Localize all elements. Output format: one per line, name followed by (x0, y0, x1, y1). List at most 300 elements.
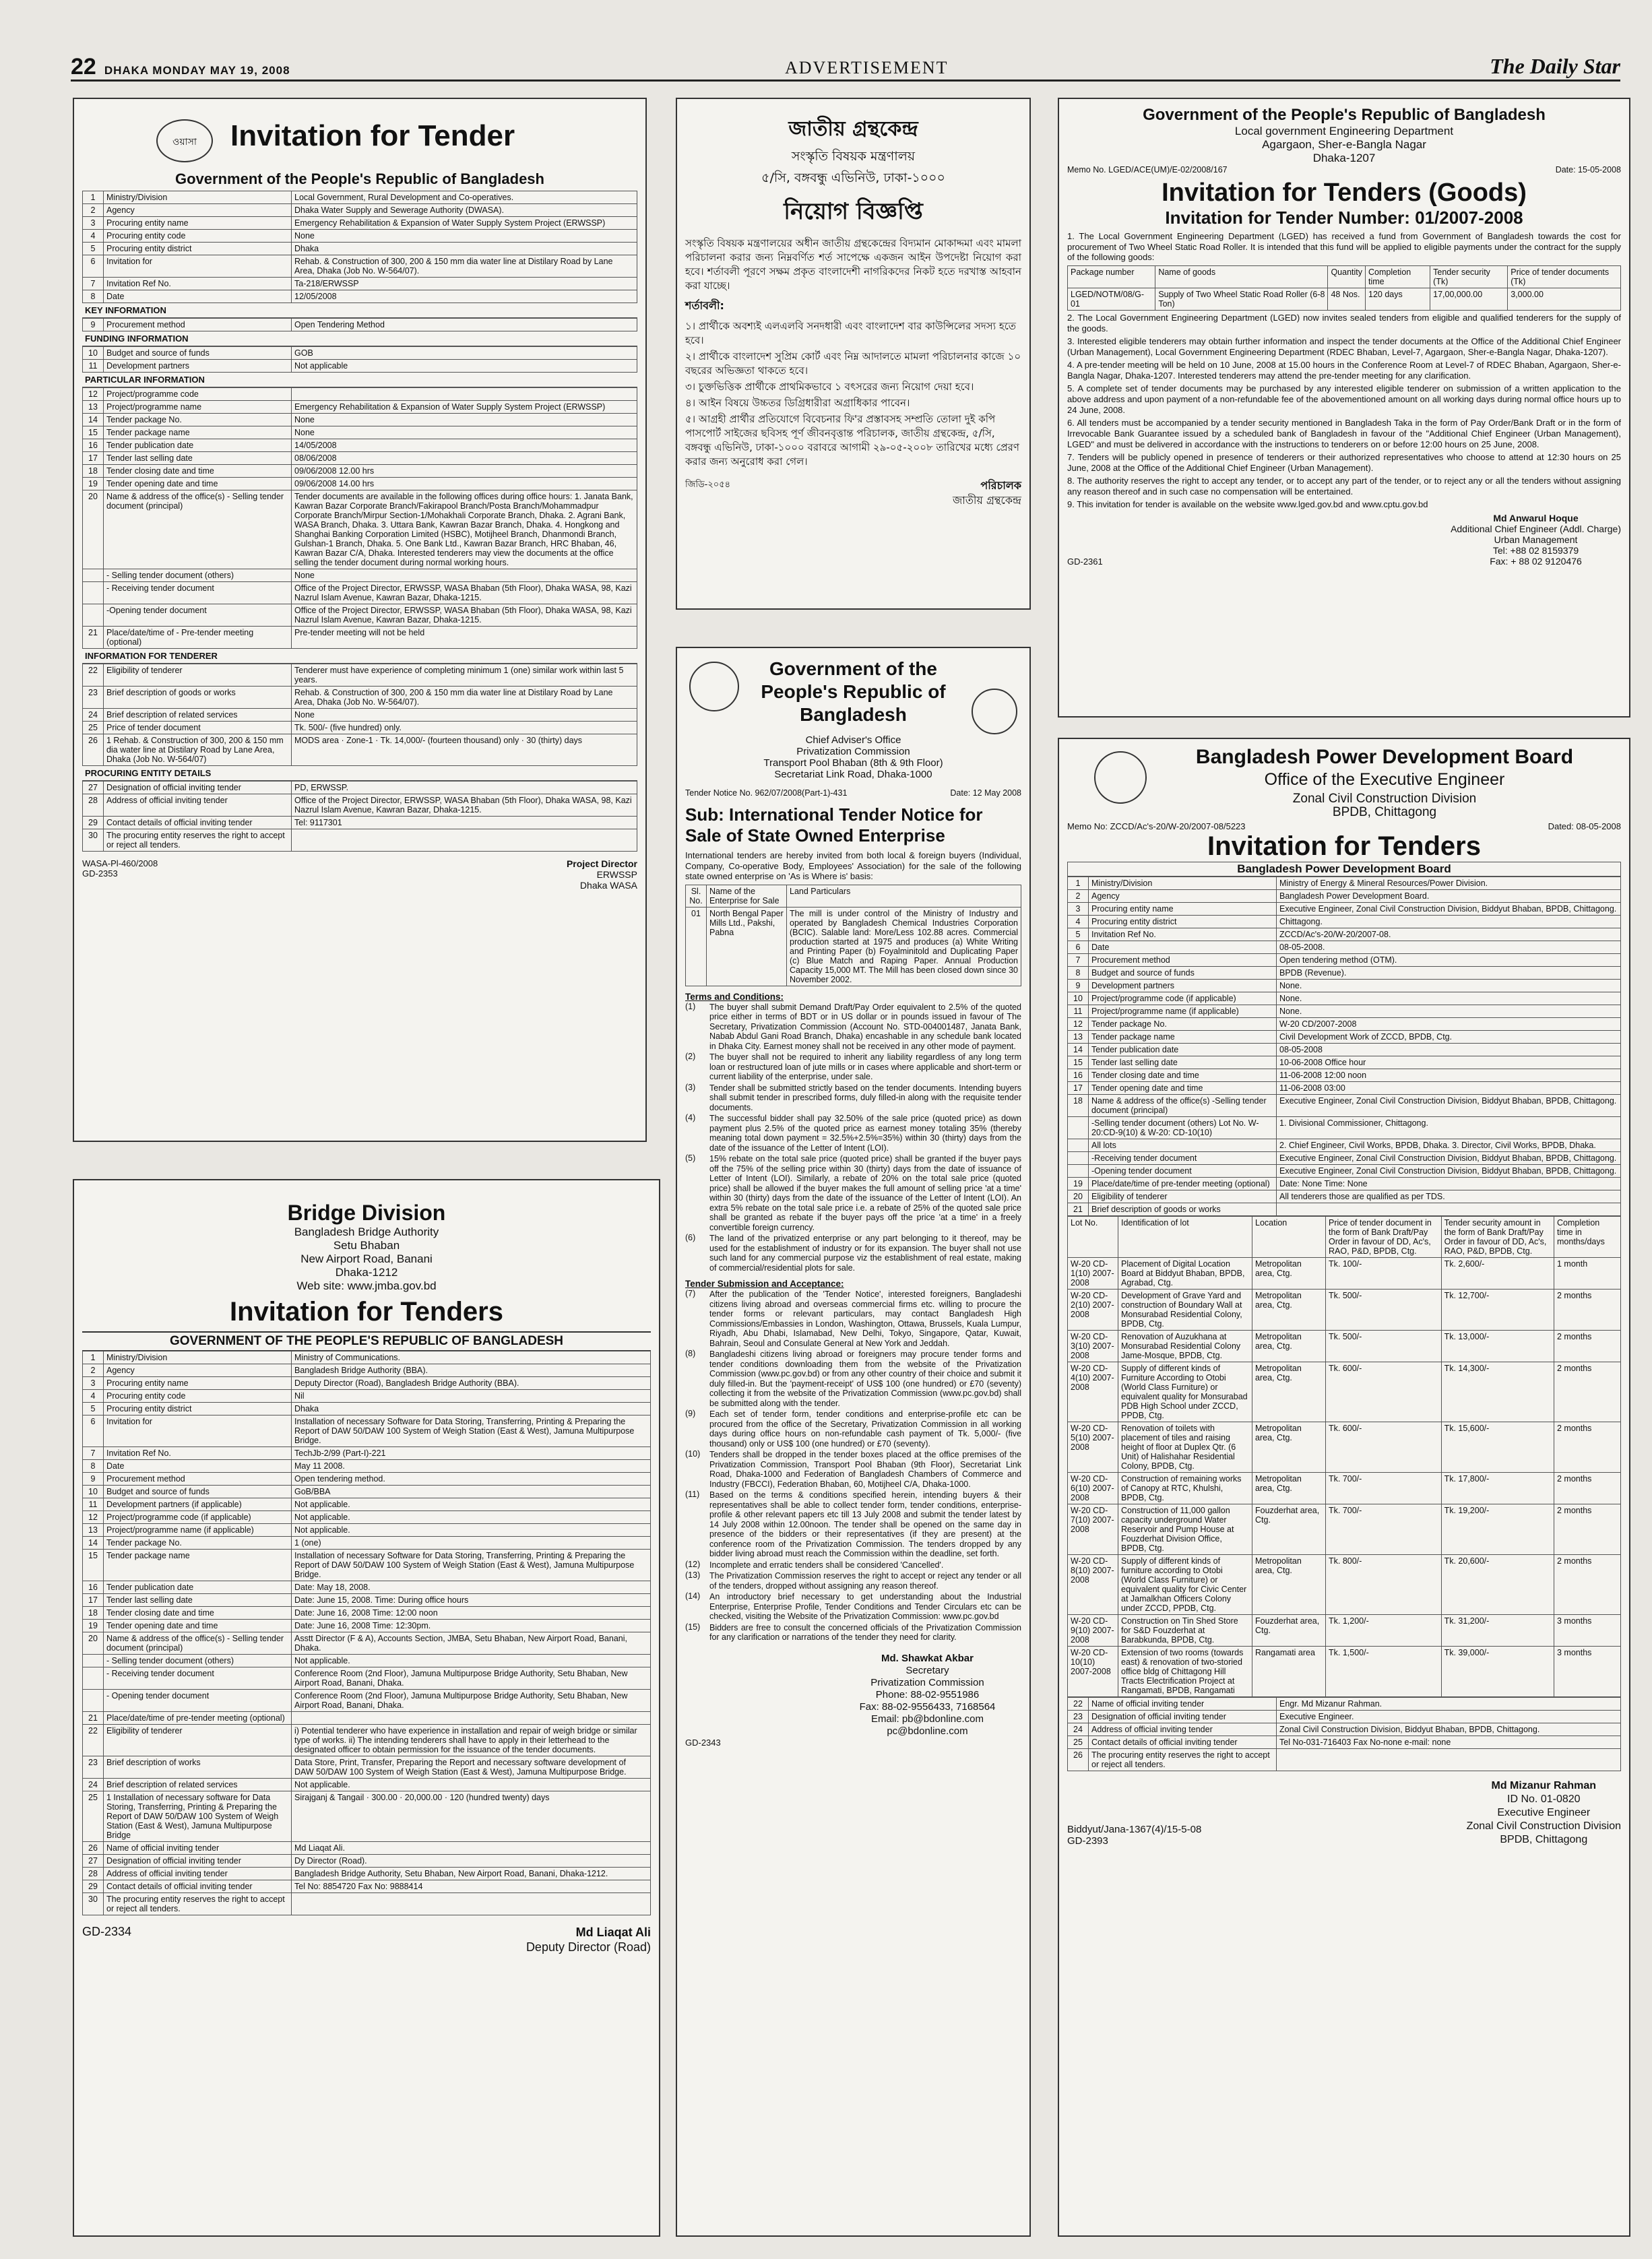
table-cell: Tender package name (104, 1550, 292, 1581)
privatization-address-3: Secretariat Link Road, Dhaka-1000 (774, 769, 932, 780)
list-text: Incomplete and erratic tenders shall be considered 'Cancelled'. (709, 1560, 944, 1570)
list-item (685, 1289, 1021, 1349)
lot-cell: Tk. 14,300/- (1441, 1362, 1554, 1422)
dwasa-logo-text: ওয়াসা (172, 137, 197, 148)
table-cell: Emergency Rehabilitation & Expansion of Water Supply System Project (ERWSSP) (292, 401, 637, 414)
lged-tender-ad (1058, 98, 1630, 718)
table-cell: -Opening tender document (1089, 1165, 1277, 1178)
table-row (83, 794, 637, 817)
bridge-title: Bridge Division (287, 1201, 446, 1225)
table-cell: Project/programme name (if applicable) (104, 1524, 292, 1537)
bangladesh-emblem-icon (689, 662, 739, 711)
table-cell: Tender publication date (1089, 1044, 1277, 1056)
dateline: DHAKA MONDAY MAY 19, 2008 (104, 64, 290, 77)
table-cell: Place/date/time of pre-tender meeting (optional) (104, 1712, 292, 1725)
table-cell: Civil Development Work of ZCCD, BPDB, Ctg. (1277, 1031, 1621, 1044)
dwasa-ref: WASA-Pl-460/2008 (82, 858, 158, 868)
table-cell (292, 388, 637, 401)
table-cell: Designation of official inviting tender (1089, 1711, 1277, 1723)
table-cell (1068, 1117, 1089, 1139)
table-row (83, 401, 637, 414)
table-cell: 17 (83, 452, 104, 465)
privatization-sign-6: pc@bdonline.com (887, 1725, 968, 1737)
lot-cell: Metropolitan area, Ctg. (1252, 1555, 1326, 1615)
table-cell: Tenderer must have experience of completing minimum 1 (one) similar work within last 5 years. (292, 664, 637, 687)
lged-cell-0: LGED/NOTM/08/G-01 (1068, 288, 1155, 310)
table-cell (292, 829, 637, 852)
bpdb-gd: GD-2393 (1067, 1835, 1108, 1847)
list-text: Tender shall be submitted strictly based on the tender documents. Intending buyers shall submit tender in prescribed forms, duly filled-in along with the requisite tender documents. (709, 1083, 1021, 1112)
bengali-body: সংস্কৃতি বিষয়ক মন্ত্রণালয়ের অধীন জাতীয় গ্রন্থকেন্দ্রের বিদ্যমান মোকাদ্দমা এবং মামলা পরিচালনা করার জন্য নিম্নবর্ণিত শর্ত সাপেক্ষে একজন আইন উপদেষ্টা নিয়োগ করা হবে। শর্তাবলী পূরণে সক্ষম প্রকৃত বাংলাদেশী নাগরিকদের নিকট হতে দরখাস্ত আহবান করা যাচ্ছে। (685, 237, 1021, 292)
table-cell: GoB/BBA (292, 1486, 651, 1498)
table-cell: Budget and source of funds (1089, 967, 1277, 980)
dwasa-sign-0: Project Director (566, 858, 637, 869)
table-cell: Name & address of the office(s) - Selling tender document (principal) (104, 490, 292, 569)
dwasa-subheading: Government of the People's Republic of Bangladesh (175, 170, 544, 187)
list-text: The Privatization Commission reserves the right to accept or reject any tender or all of the tenders, dropped without assigning any reason thereof. (709, 1571, 1021, 1591)
table-cell: Md Liaqat Ali. (292, 1842, 651, 1855)
table-row (83, 1690, 651, 1712)
table-cell: -Selling tender document (others) Lot No. W-20:CD-9(10) & W-20: CD-10(10) (1089, 1117, 1277, 1139)
table-cell: 24 (83, 709, 104, 722)
table-cell: 11-06-2008 12:00 noon (1277, 1069, 1621, 1082)
bengali-notice: নিয়োগ বিজ্ঞপ্তি (784, 198, 923, 225)
list-text: The buyer shall not be required to inherit any liability regardless of any long term loan or restructured loan of jute mills or in cases where applicable and short-term or current liability of the enterprise, under sale. (709, 1052, 1021, 1081)
table-cell: Not applicable. (292, 1779, 651, 1791)
table-cell: Not applicable. (292, 1655, 651, 1667)
table-cell: Procuring entity district (1089, 916, 1277, 928)
table-cell: Office of the Project Director, ERWSSP, WASA Bhaban (5th Floor), Dhaka WASA, 98, Kazi Nazrul Islam Avenue, Kawran Bazar, Dhaka-1215. (292, 604, 637, 627)
table-row (1068, 916, 1621, 928)
table-cell (292, 1712, 651, 1725)
table-cell: Price of tender document (104, 722, 292, 734)
lot-cell: 2 months (1554, 1290, 1621, 1331)
lot-cell: W-20 CD-4(10) 2007-2008 (1068, 1362, 1118, 1422)
table-cell: 1 (one) (292, 1537, 651, 1550)
list-item: ৪। আইন বিষয়ে উচ্চতর ডিগ্রিধারীরা অগ্রাধিকার পাবেন। (685, 397, 910, 409)
table-cell: Name & address of the office(s) - Selling tender document (principal) (104, 1632, 292, 1655)
table-row (83, 439, 637, 452)
table-cell: Brief description of related services (104, 709, 292, 722)
lot-cell: Construction of remaining works of Canopy at RTC, Khulshi, BPDB, Ctg. (1118, 1473, 1252, 1504)
table-cell: 2 (83, 1364, 104, 1377)
table-cell: Dhaka Water Supply and Sewerage Authority (DWASA). (292, 204, 637, 217)
lot-cell: Renovation of Auzukhana at Monsurabad Residential Colony Jame-Mosque, BPDB, Ctg. (1118, 1331, 1252, 1362)
bpdb-title: Bangladesh Power Development Board (1195, 746, 1574, 768)
table-cell: Date: June 16, 2008 Time: 12:00 noon (292, 1607, 651, 1620)
lot-cell: Tk. 500/- (1326, 1331, 1442, 1362)
table-cell: Rehab. & Construction of 300, 200 & 150 mm dia water line at Distilary Road by Lane Area, Dhaka (Job No. W-564/07). (292, 255, 637, 278)
lged-col-4: Tender security (Tk) (1430, 265, 1508, 288)
table-row (1068, 1031, 1621, 1044)
table-cell: Tender closing date and time (104, 1607, 292, 1620)
table-row (83, 243, 637, 255)
lot-cell: Fouzderhat area, Ctg. (1252, 1615, 1326, 1647)
bpdb-office: Office of the Executive Engineer (1264, 770, 1505, 789)
bpdb-logo-icon (1094, 751, 1147, 804)
table-cell: 20 (83, 490, 104, 569)
list-number: (7) (685, 1289, 696, 1298)
row-sl: 01 (686, 907, 707, 986)
table-cell: Open tendering method. (292, 1473, 651, 1486)
bpdb-lot-table (1067, 1216, 1621, 1697)
lot-cell: Metropolitan area, Ctg. (1252, 1290, 1326, 1331)
list-item (685, 1591, 1021, 1622)
list-item (685, 1349, 1021, 1409)
lot-cell: Renovation of toilets with placement of tiles and raising height of floor at Duplex Qtr. (6 Unit) of Halishahar Residential Colony, BPDB, Ctg. (1118, 1422, 1252, 1473)
table-cell: - Opening tender document (104, 1690, 292, 1712)
table-cell: Tel No-031-716403 Fax No-none e-mail: none (1277, 1736, 1621, 1749)
table-cell: 08-05-2008. (1277, 941, 1621, 954)
bpdb-sign-3: Zonal Civil Construction Division (1466, 1820, 1621, 1832)
dwasa-table-d (82, 387, 637, 649)
privatization-signature (833, 1653, 1021, 1738)
table-cell: Conference Room (2nd Floor), Jamuna Multipurpose Bridge Authority, Setu Bhaban, New Airport Road, Banani, Dhaka. (292, 1690, 651, 1712)
table-cell: Pre-tender meeting will not be held (292, 627, 637, 649)
list-number: (6) (685, 1233, 696, 1242)
table-cell: None (292, 569, 637, 582)
table-row (83, 426, 637, 439)
table-cell: 7 (1068, 954, 1089, 967)
col-sl: Sl. No. (686, 885, 707, 907)
table-row (83, 1868, 651, 1880)
list-item: 9. This invitation for tender is available on the website www.lged.gov.bd and www.cptu.gov.bd (1067, 499, 1428, 509)
table-cell: 30 (83, 829, 104, 852)
table-cell: 16 (83, 1581, 104, 1594)
table-cell: Contact details of official inviting tender (104, 1880, 292, 1893)
table-row (1068, 903, 1621, 916)
lot-cell: 2 months (1554, 1362, 1621, 1422)
table-row (83, 191, 637, 204)
list-item: 4. A pre-tender meeting will be held on 10 June, 2008 at 15.00 hours in the Conference Room at Level-7 of RDEC Bhaban, Agargaon, Sher-e-Bangla Nagar, Dhaka-1207. Interested tenderers may attend the pre-tender meeting for any clarification. (1067, 359, 1621, 381)
table-cell: Local Government, Rural Development and Co-operatives. (292, 191, 637, 204)
table-cell: None (292, 426, 637, 439)
table-cell: Project/programme code (if applicable) (1089, 992, 1277, 1005)
table-row (1068, 1698, 1621, 1711)
table-cell: 7 (83, 278, 104, 290)
table-cell: 26 (83, 1842, 104, 1855)
table-row (83, 1756, 651, 1779)
table-row (83, 1511, 651, 1524)
privatization-submission (685, 1289, 1021, 1643)
lot-cell: W-20 CD-6(10) 2007-2008 (1068, 1473, 1118, 1504)
table-cell: Name & address of the office(s) -Selling tender document (principal) (1089, 1095, 1277, 1117)
lged-col-1: Name of goods (1155, 265, 1328, 288)
lot-cell: Tk. 1,500/- (1326, 1647, 1442, 1697)
dwasa-refs (82, 858, 158, 891)
table-cell: 15 (83, 426, 104, 439)
bridge-sign-1: Deputy Director (Road) (526, 1940, 651, 1954)
table-row (83, 1632, 651, 1655)
table-cell: 1 (83, 1351, 104, 1364)
table-row (83, 664, 637, 687)
table-cell: 2 (83, 204, 104, 217)
row-land: The mill is under control of the Ministry of Industry and operated by Bangladesh Chemical Industries Corporation (BCIC). Salable land: More/Less 102.88 acres. Commercial production started at 1975 and produces (a) White Writing and Printing Paper (b) Foyalminitold and Duplicating Paper (c) Blue Match and Raping Paper. Annual Production Capacity 15,000 MT. The Mill has been closed down since 30 November 2002. (787, 907, 1021, 986)
table-cell: Emergency Rehabilitation & Expansion of Water Supply System Project (ERWSSP) (292, 217, 637, 230)
table-cell (1277, 1749, 1621, 1771)
list-item (685, 1233, 1021, 1273)
lot-col-3: Price of tender document in the form of Bank Draft/Pay Order in favour of DD, Ac's, RAO, P&D, BPDB, Ctg. (1326, 1217, 1442, 1258)
lot-cell: Metropolitan area, Ctg. (1252, 1331, 1326, 1362)
privatization-heading: Sub: International Tender Notice for Sale of State Owned Enterprise (685, 804, 983, 846)
bridge-table (82, 1351, 651, 1915)
privatization-sign-5: Email: pb@bdonline.com (871, 1713, 984, 1725)
table-row (1068, 1082, 1621, 1095)
table-row (83, 1880, 651, 1893)
table-cell: 19 (83, 1620, 104, 1632)
table-cell: 9 (83, 319, 104, 331)
table-cell: Bangladesh Bridge Authority, Setu Bhaban, New Airport Road, Banani, Dhaka-1212. (292, 1868, 651, 1880)
table-cell: Installation of necessary Software for Data Storing, Transferring, Printing & Preparing the Report of DAW 50/DAW 100 System of Weigh Station (East & West), Jamuna Multipurpose Bridge. (292, 1550, 651, 1581)
lot-cell: W-20 CD-9(10) 2007-2008 (1068, 1615, 1118, 1647)
table-cell: 26 (83, 734, 104, 766)
table-cell: Eligibility of tenderer (104, 1725, 292, 1756)
table-cell: 21 (83, 1712, 104, 1725)
table-cell (1277, 1203, 1621, 1216)
lged-gd: GD-2361 (1067, 556, 1103, 567)
table-cell (83, 604, 104, 627)
list-item: 8. The authority reserves the right to accept any tender, or to accept any part of the tender, or to reject any or all the tenders without assigning any reason thereof and in such case no compensation will be entertained. (1067, 475, 1621, 497)
table-row (83, 569, 637, 582)
bridge-tender-ad (73, 1179, 660, 2237)
table-cell: 19 (1068, 1178, 1089, 1190)
dwasa-heading: Invitation for Tender (230, 119, 515, 152)
table-cell: Date: June 15, 2008. Time: During office hours (292, 1594, 651, 1607)
table-cell: Procuring entity district (104, 243, 292, 255)
table-cell: Agency (1089, 890, 1277, 903)
list-number: (8) (685, 1349, 696, 1358)
lot-cell: W-20 CD-3(10) 2007-2008 (1068, 1331, 1118, 1362)
table-row (83, 490, 637, 569)
table-cell: 14 (1068, 1044, 1089, 1056)
table-row (1068, 954, 1621, 967)
bpdb-sign-1: ID No. 01-0820 (1507, 1793, 1581, 1805)
lged-heading: Invitation for Tenders (Goods) (1162, 179, 1527, 207)
lot-cell: Placement of Digital Location Board at Biddyut Bhaban, BPDB, Agrabad, Ctg. (1118, 1258, 1252, 1290)
table-cell: 18 (83, 1607, 104, 1620)
table-cell: Engr. Md Mizanur Rahman. (1277, 1698, 1621, 1711)
table-cell: BPDB (Revenue). (1277, 967, 1621, 980)
bridge-sign-0: Md Liaqat Ali (575, 1926, 651, 1939)
table-cell: Executive Engineer, Zonal Civil Construction Division, Biddyut Bhaban, BPDB, Chittagong. (1277, 1152, 1621, 1165)
bridge-address-0: Bangladesh Bridge Authority (294, 1226, 439, 1238)
table-cell: May 11 2008. (292, 1460, 651, 1473)
list-item (685, 1570, 1021, 1591)
table-row (83, 1498, 651, 1511)
table-cell: Tender package name (104, 426, 292, 439)
lot-cell: Construction of 11,000 gallon capacity underground Water Reservoir and Pump House at Fouzderhat Division Office, BPDB, Ctg. (1118, 1504, 1252, 1555)
table-cell: 22 (83, 664, 104, 687)
privatization-title: Government of the People's Republic of Bangladesh (761, 658, 946, 725)
table-cell: Dhaka (292, 243, 637, 255)
lged-address-0: Local government Engineering Department (1234, 125, 1454, 137)
table-cell: All lots (1089, 1139, 1277, 1152)
table-cell: - Selling tender document (others) (104, 569, 292, 582)
table-row (83, 1473, 651, 1486)
table-cell: i) Potential tenderer who have experience in installation and repair of weigh bridge or similar type of works. ii) The intending tenderers shall have to apply in their letterhead to the designated officer to obtain permission for the issuance of the tender documents. (292, 1725, 651, 1756)
table-cell: The procuring entity reserves the right to accept or reject all tenders. (104, 829, 292, 852)
lot-row (1068, 1258, 1621, 1290)
lot-row (1068, 1331, 1621, 1362)
table-cell: Tender opening date and time (1089, 1082, 1277, 1095)
table-row (1068, 967, 1621, 980)
table-cell: 21 (1068, 1203, 1089, 1216)
lot-cell: W-20 CD-1(10) 2007-2008 (1068, 1258, 1118, 1290)
table-cell: ZCCD/Ac's-20/W-20/2007-08. (1277, 928, 1621, 941)
table-cell: 8 (1068, 967, 1089, 980)
list-item (685, 1622, 1021, 1643)
table-row (1068, 1005, 1621, 1018)
list-number: (4) (685, 1113, 696, 1122)
bengali-sign-1: জাতীয় গ্রন্থকেন্দ্র (952, 494, 1021, 507)
lot-cell: Metropolitan area, Ctg. (1252, 1362, 1326, 1422)
table-cell: 11-06-2008 03:00 (1277, 1082, 1621, 1095)
lot-col-0: Lot No. (1068, 1217, 1118, 1258)
table-cell: Chittagong. (1277, 916, 1621, 928)
table-row (83, 1620, 651, 1632)
lged-cell-5: 3,000.00 (1508, 288, 1621, 310)
table-row (1068, 1056, 1621, 1069)
lged-cell-1: Supply of Two Wheel Static Road Roller (6-8 Ton) (1155, 288, 1328, 310)
lot-cell: Metropolitan area, Ctg. (1252, 1422, 1326, 1473)
table-cell: 22 (83, 1725, 104, 1756)
table-row (83, 1855, 651, 1868)
lot-row (1068, 1504, 1621, 1555)
row-enterprise: North Bengal Paper Mills Ltd., Pakshi, Pabna (707, 907, 787, 986)
lot-cell: Supply of different kinds of furniture according to Otobi (World Class Furniture) or equivalent quality for Civic Center at Jamalkhan Officers Colony under ZCCD, PPDB, Ctg. (1118, 1555, 1252, 1615)
table-cell: 20 (83, 1632, 104, 1655)
table-cell: 1 (1068, 877, 1089, 890)
table-cell: Bangladesh Power Development Board. (1277, 890, 1621, 903)
privatization-gd: GD-2343 (685, 1737, 721, 1748)
lged-memo: Memo No. LGED/ACE(UM)/E-02/2008/167 (1067, 165, 1228, 174)
lot-col-1: Identification of lot (1118, 1217, 1252, 1258)
table-cell: 9 (83, 1473, 104, 1486)
table-cell: Place/date/time of pre-tender meeting (optional) (1089, 1178, 1277, 1190)
lged-cell-2: 48 Nos. (1328, 288, 1366, 310)
table-cell: 19 (83, 478, 104, 490)
table-row (83, 452, 637, 465)
table-cell: Ta-218/ERWSSP (292, 278, 637, 290)
list-number: (1) (685, 1001, 696, 1011)
lot-cell: W-20 CD-7(10) 2007-2008 (1068, 1504, 1118, 1555)
table-cell: Not applicable. (292, 1524, 651, 1537)
table-cell: Rehab. & Construction of 300, 200 & 150 mm dia water line at Distilary Road by Lane Area, Dhaka (Job No. W-564/07). (292, 687, 637, 709)
table-cell: 10 (83, 347, 104, 360)
bpdb-date: Dated: 08-05-2008 (1548, 821, 1621, 831)
lot-cell: Metropolitan area, Ctg. (1252, 1258, 1326, 1290)
lot-cell: 2 months (1554, 1504, 1621, 1555)
table-cell: 25 (83, 1791, 104, 1842)
table-cell: 17 (83, 1594, 104, 1607)
table-cell: 1. Divisional Commissioner, Chittagong. (1277, 1117, 1621, 1139)
lged-col-3: Completion time (1366, 265, 1430, 288)
table-cell: - Receiving tender document (104, 1667, 292, 1690)
table-row (83, 604, 637, 627)
table-cell: 14 (83, 1537, 104, 1550)
dwasa-gd: GD-2353 (82, 868, 118, 879)
dwasa-sign-1: ERWSSP (596, 869, 637, 880)
table-cell: Tender publication date (104, 439, 292, 452)
table-cell: Invitation for (104, 255, 292, 278)
table-cell: Contact details of official inviting tender (104, 817, 292, 829)
dwasa-table-f (82, 781, 637, 852)
table-row (83, 709, 637, 722)
col-enterprise: Name of the Enterprise for Sale (707, 885, 787, 907)
table-row (1068, 941, 1621, 954)
table-cell: Tender opening date and time (104, 1620, 292, 1632)
bpdb-sign-4: BPDB, Chittagong (1500, 1834, 1588, 1845)
table-cell: Development partners (1089, 980, 1277, 992)
table-row (83, 290, 637, 303)
lot-cell: Tk. 500/- (1326, 1290, 1442, 1331)
table-row (83, 478, 637, 490)
list-item: ১। প্রার্থীকে অবশ্যই এলএলবি সনদধারী এবং বাংলাদেশ বার কাউন্সিলের সদস্য হতে হবে। (685, 320, 1016, 346)
table-row (83, 217, 637, 230)
table-row (83, 582, 637, 604)
table-cell: Procuring entity code (104, 1390, 292, 1403)
table-cell: Project/programme code (if applicable) (104, 1511, 292, 1524)
table-row (1068, 1139, 1621, 1152)
list-number: (11) (685, 1490, 700, 1499)
table-cell: Date: May 18, 2008. (292, 1581, 651, 1594)
lot-cell: Tk. 13,000/- (1441, 1331, 1554, 1362)
table-cell: Tender closing date and time (1089, 1069, 1277, 1082)
table-cell: Tender package No. (104, 1537, 292, 1550)
table-cell: Tender package No. (1089, 1018, 1277, 1031)
table-cell: 17 (1068, 1082, 1089, 1095)
bengali-terms (685, 319, 1021, 469)
table-cell: 10 (83, 1486, 104, 1498)
table-cell: Executive Engineer, Zonal Civil Construction Division, Biddyut Bhaban, BPDB, Chittagong. (1277, 1165, 1621, 1178)
table-row (1068, 1749, 1621, 1771)
table-cell: Dy Director (Road). (292, 1855, 651, 1868)
table-cell: 18 (83, 465, 104, 478)
table-cell: Procurement method (104, 1473, 292, 1486)
lot-cell: 2 months (1554, 1473, 1621, 1504)
table-cell: 3 (83, 217, 104, 230)
table-cell: Address of official inviting tender (104, 794, 292, 817)
bridge-website: Web site: www.jmba.gov.bd (296, 1279, 437, 1292)
list-text: Each set of tender form, tender conditions and enterprise-profile etc can be procured from the office of the Secretary, Privatization Commission in all working days during office hours on non-refundable cash payment of Tk. 5,000/- (five thousand) only or US$ 100 (one hundred) or £70 (seventy). (709, 1409, 1021, 1449)
table-cell: 9 (1068, 980, 1089, 992)
table-cell: None (292, 230, 637, 243)
section-label: ADVERTISEMENT (785, 58, 949, 77)
list-text: Based on the terms & conditions specified herein, intending buyers & their representatives shall be able to collect tender form, tender conditions, enterprise-profile & other relevant papers etc till 13 July 2008 and submit the tender latest by 14 July 2008 within 12.00noon. The tender shall be opened on the same day in presence of the bidders or their representatives (if they are present) at the conference room of the Privatization Commission. The tenders dropped by any bidder living abroad must reach the Commission within the deadline, set forth. (709, 1490, 1021, 1558)
privatization-sign-1: Secretary (906, 1664, 949, 1676)
list-number: (3) (685, 1082, 696, 1092)
table-row (83, 782, 637, 794)
table-row (83, 1893, 651, 1915)
table-cell: Designation of official inviting tender (104, 782, 292, 794)
table-row (83, 319, 637, 331)
table-cell: Not applicable. (292, 1511, 651, 1524)
table-cell (1068, 1139, 1089, 1152)
list-item: ২। প্রার্থীকে বাংলাদেশ সুপ্রিম কোর্ট এবং নিম্ন আদালতে মামলা পরিচালনার কাজে ১০ বছরের অভিজ্ঞতা থাকতে হবে। (685, 350, 1021, 377)
table-cell: Invitation Ref No. (104, 1447, 292, 1460)
lot-row (1068, 1422, 1621, 1473)
bengali-ministry: সংস্কৃতি বিষয়ক মন্ত্রণালয় (791, 149, 916, 164)
lot-cell: Tk. 100/- (1326, 1258, 1442, 1290)
lot-col-5: Completion time in months/days (1554, 1217, 1621, 1258)
table-cell: Budget and source of funds (104, 347, 292, 360)
table-row (83, 1779, 651, 1791)
table-row (1068, 1178, 1621, 1190)
table-cell: 6 (1068, 941, 1089, 954)
table-cell: - Selling tender document (others) (104, 1655, 292, 1667)
privatization-table (685, 885, 1021, 986)
table-row (83, 1415, 651, 1447)
